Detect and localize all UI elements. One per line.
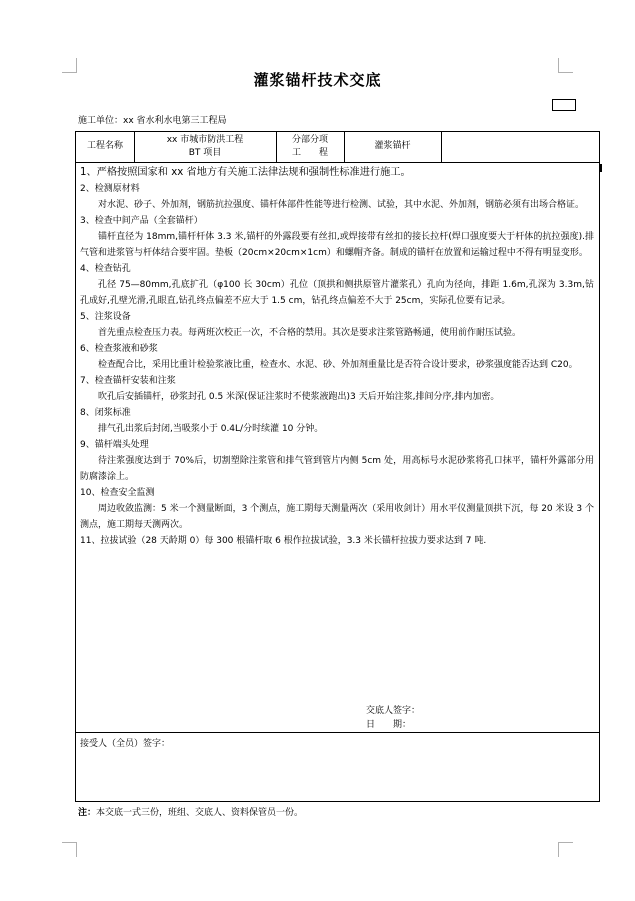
section-text: 周边收敛监测：5 米一个测量断面，3 个测点，施工期每天测量两次（采用收剑计）用水平仪测量顶拱下沉，每 20 米设 3 个测点，施工期每天测两次。 <box>80 504 594 530</box>
project-name-label: 工程名称 <box>86 141 123 151</box>
column-divider <box>441 132 442 163</box>
section-heading: 5、注浆设备 <box>80 312 131 322</box>
project-name-value: xx 市城市防洪工程 BT 项目 <box>166 135 244 158</box>
subproject-label: 分部分项 工 程 <box>291 135 328 158</box>
section-text: 首先重点检查压力表。每两班次校正一次，不合格的禁用。其次是要求注浆管路畅通，使用前作耐压试验。 <box>98 328 522 338</box>
section-text: 检查配合比，采用比重计检验浆液比重，检查水、水泥、砂、外加剂重量比是否符合设计要求，砂浆强度能否达到 C20。 <box>98 360 578 370</box>
subproject-value: 灌浆锚杆 <box>374 141 411 151</box>
crop-mark-bottom-left <box>62 842 77 857</box>
section-text: 锚杆直径为 18mm,锚杆杆体 3.3 米,锚杆的外露段要有丝扣,或焊接带有丝扣的接长拉杆(焊口强度要大于杆体的抗拉强度).排气管和进浆管与杆体结合要牢固。垫板（20cm×20cm×1cm）和螺帽齐备。制成的锚杆在放置和运输过程中不得有明显变形。 <box>80 232 594 258</box>
footer-note <box>78 805 303 818</box>
handover-signature-label: 交底人签字： <box>366 706 421 716</box>
note-text: 本交底一式三份，班组、交底人、资料保管员一份。 <box>96 808 304 818</box>
section-heading: 2、检测原材料 <box>80 184 140 194</box>
blank-box <box>552 99 576 111</box>
date-label: 日 期： <box>366 720 412 730</box>
header-divider <box>76 162 599 163</box>
receiver-signature-label: 接受人（全员）签字： <box>80 739 171 749</box>
section-heading: 4、检查钻孔 <box>80 264 131 274</box>
handover-signature <box>366 704 420 732</box>
section-heading: 3、检查中间产品（全套锚杆） <box>80 216 203 226</box>
disclosure-table <box>75 131 600 802</box>
note-label: 注： <box>78 808 97 818</box>
text-cursor-marker <box>599 164 602 172</box>
section-heading: 11、拉拔试验（28 天龄期 0）每 300 根锚杆取 6 根作拉拔试验，3.3 米长锚杆拉拔力要求达到 7 吨. <box>80 536 487 546</box>
section-heading: 10、检查安全监测 <box>80 488 155 498</box>
disclosure-content <box>80 165 594 549</box>
document-title: 灌浆锚杆技术交底 <box>253 71 382 89</box>
section-heading: 8、闭浆标准 <box>80 408 131 418</box>
crop-mark-bottom-right <box>558 842 573 857</box>
section-heading: 9、锚杆端头处理 <box>80 440 149 450</box>
section-text: 待注浆强度达到于 70%后，切割塑除注浆管和排气管到管片内侧 5cm 处，用高标号水泥砂浆将孔口抹平，锚杆外露部分用防腐漆涂上。 <box>80 456 594 482</box>
section-heading: 7、检查锚杆安装和注浆 <box>80 376 176 386</box>
section-text: 排气孔出浆后封闭,当吸浆小于 0.4L/分时续灌 10 分钟。 <box>98 424 324 434</box>
receiver-divider <box>76 732 599 733</box>
section-text: 吹孔后安插锚杆，砂浆封孔 0.5 米深(保证注浆时不使浆液跑出)3 天后开始注浆,排间分序,排内加密。 <box>98 392 500 402</box>
construction-unit: 施工单位：xx 省水利水电第三工程局 <box>78 116 227 126</box>
section-heading: 6、检查浆液和砂浆 <box>80 344 158 354</box>
section-text: 孔径 75—80mm,孔底扩孔（φ100 长 30cm）孔位（顶拱和侧拱原管片灌浆孔）孔向为径向，排距 1.6m,孔深为 3.3m,钻孔成好,孔壁光滑,孔眼直,钻孔终点偏差不应大于 1.5 cm，钻孔终点偏差不大于 25cm，实际孔位要有记录。 <box>80 280 594 306</box>
section-item: 1、严格按照国家和 xx 省地方有关施工法律法规和强制性标准进行施工。 <box>80 167 411 178</box>
section-text: 对水泥、砂子、外加剂，钢筋抗拉强度、锚杆体部件性能等进行检测、试验，其中水泥、外加剂，钢筋必须有出场合格证。 <box>98 200 585 210</box>
